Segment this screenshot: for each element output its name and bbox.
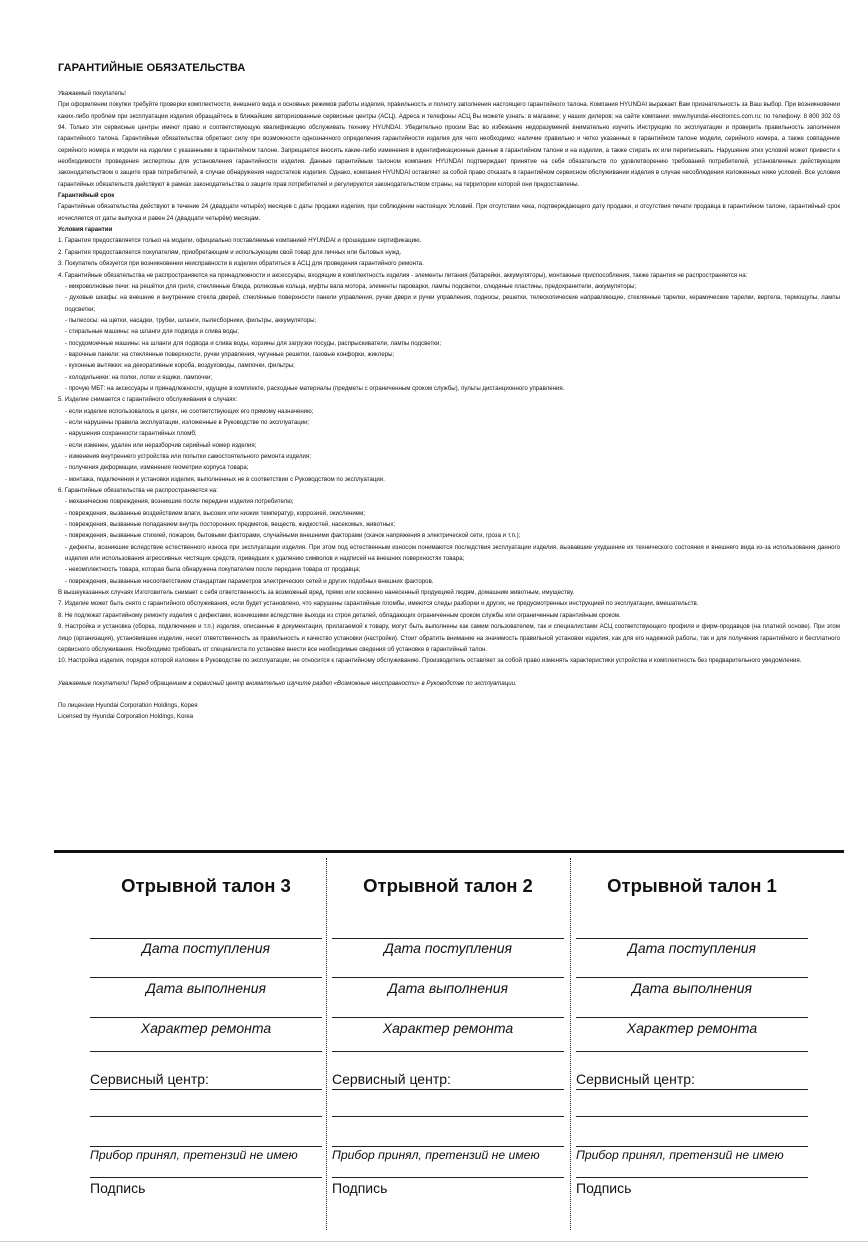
condition-1: 1. Гарантия предоставляется только на модели, официально поставляемые компанией HYUNDAI и прошедшие сертификацию. — [58, 237, 422, 245]
service-center-label: Сервисный центр: — [332, 1071, 451, 1087]
condition-4-item: - пылесосы: на щетки, насадки, трубки, шланги, пылесборники, фильтры, аккумуляторы; — [65, 316, 317, 324]
condition-4-item: - стиральные машины: на шланги для подвода и слива воды; — [65, 328, 239, 336]
warranty-body — [58, 88, 840, 723]
condition-6-item: - дефекты, возникшие вследствие естественного износа при эксплуатации изделия. При этом под естественным износом понимаются последствия эксплуатации изделия, вызвавшие ухудшение их технического состояния и внешнего вида из-за использования данного изделия или использования агрессивных чистящих средств, приведших к удалению символов и надписей на внешних поверхностях товара; — [65, 543, 840, 563]
condition-2: 2. Гарантия предоставляется покупателям, приобретающим и использующим свой товар для личных или бытовых нужд. — [58, 248, 402, 256]
license-en: Licensed by Hyundai Corporation Holdings, Korea — [58, 713, 194, 721]
condition-8: 8. Не подлежат гарантийному ремонту изделия с дефектами, возникшими вследствие выхода из строя деталей, обладающих ограниченным сроком службы или ограниченным гарантийным сроком. — [58, 611, 621, 619]
form-line — [332, 1116, 564, 1117]
condition-4-item: - варочные панели: на стеклянные поверхности, ручки управления, чугунные решетки, газовые конфорки, жиклеры; — [65, 350, 395, 358]
condition-6-item: - повреждения, вызванные несоответствием стандартам параметров электрических сетей и других подобных внешних факторов. — [65, 577, 434, 585]
form-line — [90, 1146, 322, 1147]
coupon-3 — [90, 870, 322, 1196]
condition-5-item: - если изменен, удален или неразборчив серийный номер изделия; — [65, 441, 257, 449]
form-line — [332, 1146, 564, 1147]
date-done-label: Дата выполнения — [632, 980, 752, 996]
accepted-label: Прибор принял, претензий не имею — [576, 1148, 784, 1162]
perforation-line — [570, 858, 571, 1230]
condition-5-item: - получения деформации, изменения геометрии корпуса товара; — [65, 464, 249, 472]
date-done-label: Дата выполнения — [388, 980, 508, 996]
condition-4-item: - микроволновые печи: на решётки для гриля, стеклянные блюда, роликовые кольца, муфты вала мотора, элементы пароварки, лампы подсветки, слюдяные пластины, предохранители, аккумуляторы; — [65, 282, 637, 290]
condition-6: 6. Гарантийные обязательства не распространяются на: — [58, 487, 218, 495]
condition-7: 7. Изделие может быть снято с гарантийного обслуживания, если будет установлено, что нарушены гарантийные пломбы, имеются следы разборки и других, не предусмотренных инструкцией по эксплуатации, вмешательств. — [58, 600, 699, 608]
service-center-label: Сервисный центр: — [90, 1071, 209, 1087]
condition-5-item: - если нарушены правила эксплуатации, изложенные в Руководстве по эксплуатации; — [65, 418, 310, 426]
condition-5-item: - монтажа, подключения и установки изделия, выполненных не в соответствии с Руководством по эксплуатации. — [65, 475, 385, 483]
date-received-label: Дата поступления — [383, 940, 513, 956]
license-ru: По лицензии Hyundai Corporation Holdings, Корея — [58, 701, 198, 709]
form-line — [90, 1089, 322, 1090]
coupon-2 — [332, 870, 564, 1196]
date-received-label: Дата поступления — [627, 940, 757, 956]
warranty-title: ГАРАНТИЙНЫЕ ОБЯЗАТЕЛЬСТВА — [58, 62, 246, 74]
condition-5-item: - если изделие использовалось в целях, не соответствующих его прямому назначению; — [65, 407, 314, 415]
signature-label: Подпись — [576, 1180, 632, 1196]
accepted-label: Прибор принял, претензий не имею — [90, 1148, 298, 1162]
form-line — [576, 1146, 808, 1147]
term-paragraph: Гарантийные обязательства действуют в течение 24 (двадцати четырёх) месяцев с даты продажи изделия, при соблюдении настоящих Условий. При отсутствии чека, подтверждающего дату продажи, и отсутствия печати продавца в гарантийном талоне, гарантийный срок исчисляется от даты выпуска и равен 24 (двадцати четырём) месяцам. — [58, 203, 840, 222]
repair-type-label: Характер ремонта — [626, 1020, 758, 1036]
condition-5-item: - нарушения сохранности гарантийных пломб; — [65, 430, 197, 438]
term-heading: Гарантийный срок — [58, 192, 115, 200]
condition-5: 5. Изделие снимается с гарантийного обслуживания в случаях: — [58, 396, 238, 404]
repair-type-label: Характер ремонта — [140, 1020, 272, 1036]
condition-6-item: - повреждения, вызванные воздействием влаги, высоких или низких температур, коррозией, окислением; — [65, 509, 365, 517]
form-line — [576, 938, 808, 939]
condition-9: 9. Настройка и установка (сборка, подключение и т.п.) изделия, описанные в документации, прилагаемой к товару, могут быть выполнены как самим пользователем, так и специалистами АСЦ соответствующего профиля и фирм-продавцов (на платной основе). При этом лицо (организация), установившее изделие, несет ответственность за правильность и качество установки (настройки). Стоит обратить внимание на значимость правильной установки изделия, как для его надежной работы, так и для получения гарантийного и бесплатного сервисного обслуживания. Необходимо требовать от специалиста по установке внести все необходимые сведения об установке в гарантийный талон. — [58, 623, 840, 653]
form-line — [576, 1177, 808, 1178]
condition-6-item: - повреждения, вызванные стихией, пожаром, бытовыми факторами, случайными внешними факторами (скачок напряжения в электрической сети, гроза и т.п.); — [65, 532, 521, 540]
form-line — [576, 977, 808, 978]
form-line — [332, 1177, 564, 1178]
coupon-title: Отрывной талон 2 — [363, 875, 533, 896]
coupon-title: Отрывной талон 3 — [121, 875, 291, 896]
repair-type-label: Характер ремонта — [382, 1020, 514, 1036]
form-line — [576, 1051, 808, 1052]
condition-3: 3. Покупатель обязуется при возникновении неисправности в изделии обратиться в АСЦ для проведения гарантийного ремонта. — [58, 260, 424, 268]
form-line — [332, 977, 564, 978]
service-center-label: Сервисный центр: — [576, 1071, 695, 1087]
form-line — [90, 938, 322, 939]
form-line — [576, 1017, 808, 1018]
signature-label: Подпись — [332, 1180, 388, 1196]
intro-paragraph: При оформлении покупки требуйте проверки комплектности, внешнего вида и основных режимов работы изделия, правильность и полноту заполнения настоящего гарантийного талона. Компания HYUNDAI выражает Вам признательность за Ваш выбор. При возникновении каких-либо проблем при эксплуатации изделия обращайтесь в ближайшие авторизованные сервисные центры (АСЦ). Адреса и телефоны АСЦ Вы можете узнать: в магазине; у наших дилеров; на сайте компании: www.hyundai-electronics.com.ru; по телефону: 8 800 302 03 94. Только эти сервисные центры имеют право и соответствующую квалификацию обслуживать технику HYUNDAI. Убедительно просим Вас во избежание недоразумений внимательно изучить Инструкцию по эксплуатации и проверить правильность заполнения гарантийного талона. Гарантийные обязательства обретают силу при возможности однозначного определения гарантийности изделия для чего необходимо: наличие правильно и четко указанных в гарантийном талоне модели, серийного номера, а также совпадение серийного номера и модели на изделии с указанными в гарантийном талоне. Запрещается вносить какие-либо изменения в идентификационные данные в гарантийном талоне и на изделии, а также стирать их или переписывать. Нарушение этих условий может привести к необходимости проведения экспертизы для установления гарантийности изделия. Данные гарантийным талоном компания HYUNDAI подтверждает принятие на себя обязательств по удовлетворению требований потребителей, установленных действующим законодательством о защите прав потребителей, в случае обнаружения недостатков изделия. Однако, компания HYUNDAI оставляет за собой право отказать в гарантийном сервисном обслуживании изделия в случае несоблюдения изложенных ниже условий. Все условия гарантийных обязательств действуют в рамках законодательства о защите прав потребителей и регулируются законодательством страны, на территории которой они предоставлены. — [58, 101, 840, 188]
condition-4-item: - прочую МБТ: на аксессуары и принадлежности, идущие в комплекте, расходные материалы (предметы с ограниченным сроком службы), пульты дистанционного управления. — [65, 384, 565, 392]
condition-4-item: - посудомоечные машины: на шланги для подвода и слива воды, корзины для загрузки посуды, распрыскиватели, лампы подсветки; — [65, 339, 442, 347]
form-line — [90, 977, 322, 978]
warranty-document — [58, 62, 840, 723]
condition-5-item: - изменения внутреннего устройства или попытки самостоятельного ремонта изделия; — [65, 453, 311, 460]
condition-10: 10. Настройка изделия, порядок которой изложен в Руководстве по эксплуатации, не относится к гарантийному обслуживанию. Производитель оставляет за собой право изменять характеристики устройства и комплектность без предварительного уведомления. — [58, 657, 802, 665]
condition-4: 4. Гарантийные обязательства не распространяются на принадлежности и аксессуары, входящие в комплектность изделия - элементы питания (батарейки, аккумуляторы), монтажные приспособления, также гарантия не распространяется на: — [58, 271, 748, 279]
form-line — [576, 1089, 808, 1090]
customer-note: Уважаемые покупатели! Перед обращением в сервисный центр внимательно изучите раздел «Возможные неисправности» в Руководстве по эксплуатации. — [58, 679, 517, 687]
form-line — [332, 938, 564, 939]
condition-4-item: - духовые шкафы: на внешние и внутренние стекла дверей, стеклянные поверхности панели управления, ручки двери и ручки управления, подносы, решетки, телескопические направляющие, стеклянные тарелки, керамические тарелки, вертела, термощупы, лампы подсветки; — [65, 294, 840, 313]
form-line — [90, 1017, 322, 1018]
page-bottom-rule — [0, 1241, 868, 1242]
condition-4-item: - холодильники: на полки, лотки и ящики, лампочки; — [65, 373, 213, 381]
condition-4-item: - кухонные вытяжки: на декоративные короба, воздуховоды, лампочки, фильтры; — [65, 362, 295, 370]
cut-separator — [54, 850, 844, 853]
perforation-line — [326, 858, 327, 1230]
liability-paragraph: В вышеуказанных случаях Изготовитель снимает с себя ответственность за возможный вред, прямо или косвенно нанесенный продукцией людям, домашним животным, имуществу. — [58, 589, 575, 597]
form-line — [332, 1051, 564, 1052]
coupon-1 — [576, 870, 808, 1196]
coupon-title: Отрывной талон 1 — [607, 875, 777, 896]
form-line — [576, 1116, 808, 1117]
signature-label: Подпись — [90, 1180, 146, 1196]
date-done-label: Дата выполнения — [146, 980, 266, 996]
conditions-heading: Условия гарантии — [58, 226, 113, 234]
form-line — [332, 1089, 564, 1090]
condition-6-item: - некомплектность товара, которая была обнаружена покупателем после передачи товара от продавца; — [65, 566, 361, 574]
form-line — [90, 1177, 322, 1178]
form-line — [90, 1051, 322, 1052]
condition-6-item: - механические повреждения, возникшие после передачи изделия потребителю; — [65, 498, 294, 506]
condition-6-item: - повреждения, вызванные попаданием внутрь посторонних предметов, веществ, жидкостей, насекомых, животных; — [65, 521, 396, 529]
accepted-label: Прибор принял, претензий не имею — [332, 1148, 540, 1162]
form-line — [90, 1116, 322, 1117]
date-received-label: Дата поступления — [141, 940, 271, 956]
greeting: Уважаемый покупатель! — [58, 90, 126, 97]
form-line — [332, 1017, 564, 1018]
